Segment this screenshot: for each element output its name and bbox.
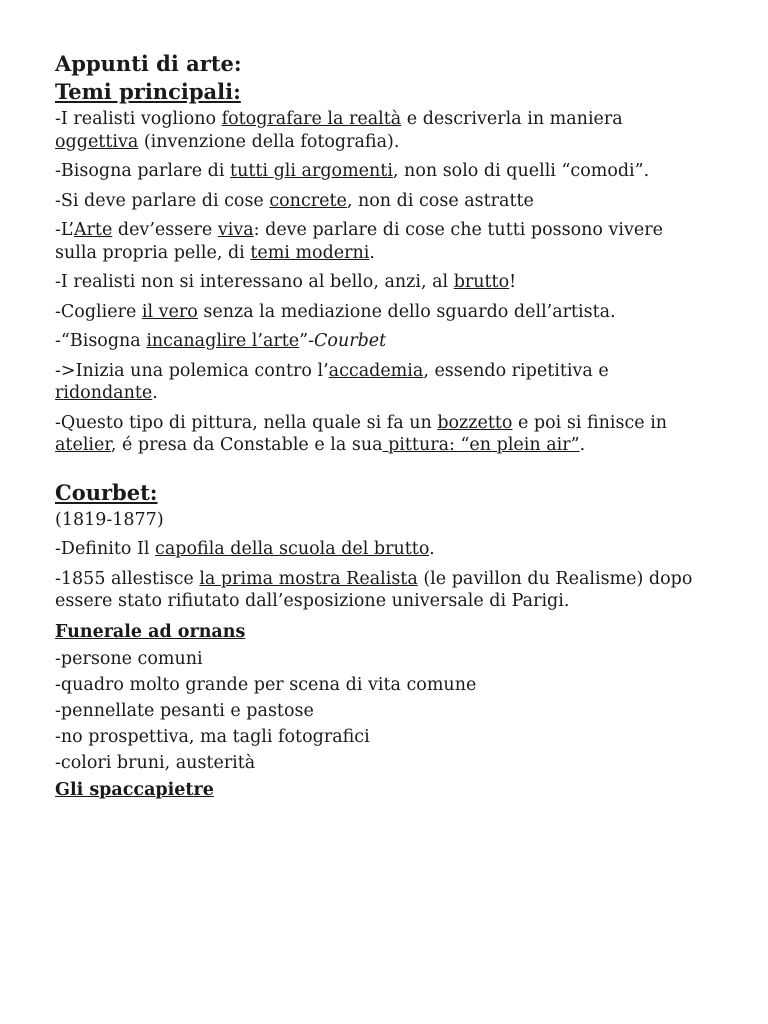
list-item: -no prospettiva, ma tagli fotografici xyxy=(55,726,370,747)
paragraph-brutto: -I realisti non si interessano al bello, anzi, al brutto! xyxy=(55,272,517,292)
document-title: Appunti di arte: xyxy=(55,51,242,76)
underlined-phrase: concrete xyxy=(269,190,347,211)
paragraph-capofila: -Definito Il capofila della scuola del brutto. xyxy=(55,539,435,559)
paragraph-mostra-realista: -1855 allestisce la prima mostra Realista (le pavillon du Realisme) dopo essere stato rifiutato dall’esposizione universale di Parigi. xyxy=(55,568,693,611)
underlined-phrase: fotografare la realtà xyxy=(221,109,402,129)
heading-temi-principali: Temi principali: xyxy=(55,79,241,104)
underlined-phrase: viva xyxy=(217,220,254,240)
paragraph-argomenti: -Bisogna parlare di tutti gli argomenti, non solo di quelli “comodi”. xyxy=(55,161,650,181)
underlined-phrase: brutto xyxy=(453,272,510,292)
underlined-phrase: atelier xyxy=(55,435,111,455)
paragraph-quote-courbet: -“Bisogna incanaglire l’arte”-Courbet xyxy=(55,331,387,351)
underlined-phrase: ridondante xyxy=(55,383,153,403)
list-item: -pennellate pesanti e pastose xyxy=(55,700,314,721)
underlined-phrase: la prima mostra Realista xyxy=(199,568,418,589)
list-item: -quadro molto grande per scena di vita comune xyxy=(55,674,477,695)
paragraph-plein-air: -Questo tipo di pittura, nella quale si fa un bozzetto e poi si finisce in atelier, é presa da Constable e la sua pittura: “en plein air”. xyxy=(55,412,668,455)
underlined-phrase: capofila della scuola del brutto xyxy=(155,539,430,559)
underlined-phrase: incanaglire l’arte xyxy=(146,331,300,351)
paragraph-accademia: ->Inizia una polemica contro l’accademia, essendo ripetitiva e ridondante. xyxy=(55,360,609,403)
document-page xyxy=(55,50,695,804)
heading-courbet: Courbet: xyxy=(55,479,158,505)
paragraph-concrete: -Si deve parlare di cose concrete, non di cose astratte xyxy=(55,190,534,211)
underlined-phrase: pittura: “en plein air” xyxy=(382,435,580,455)
underlined-phrase: temi moderni xyxy=(250,242,370,263)
underlined-phrase: Arte xyxy=(73,220,113,240)
underlined-phrase: tutti gli argomenti xyxy=(230,161,393,181)
underlined-phrase: accademia xyxy=(328,360,424,381)
list-item: -persone comuni xyxy=(55,648,203,669)
list-item: -colori bruni, austerità xyxy=(55,752,256,773)
quote-author: Courbet xyxy=(314,331,387,351)
underlined-phrase: bozzetto xyxy=(437,412,513,433)
underlined-phrase: oggettiva xyxy=(55,131,139,152)
heading-funerale-ad-ornans: Funerale ad ornans xyxy=(55,621,246,642)
paragraph-arte-viva: -L’Arte dev’essere viva: deve parlare di cose che tutti possono vivere sulla propria pelle, di temi moderni. xyxy=(55,220,663,263)
underlined-phrase: il vero xyxy=(141,301,198,322)
heading-gli-spaccapietre: Gli spaccapietre xyxy=(55,779,214,800)
courbet-dates: (1819-1877) xyxy=(55,509,164,530)
paragraph-vero: -Cogliere il vero senza la mediazione dello sguardo dell’artista. xyxy=(55,301,616,322)
paragraph-fotografare: -I realisti vogliono fotografare la realtà e descriverla in maniera oggettiva (invenzione della fotografia). xyxy=(55,109,623,152)
